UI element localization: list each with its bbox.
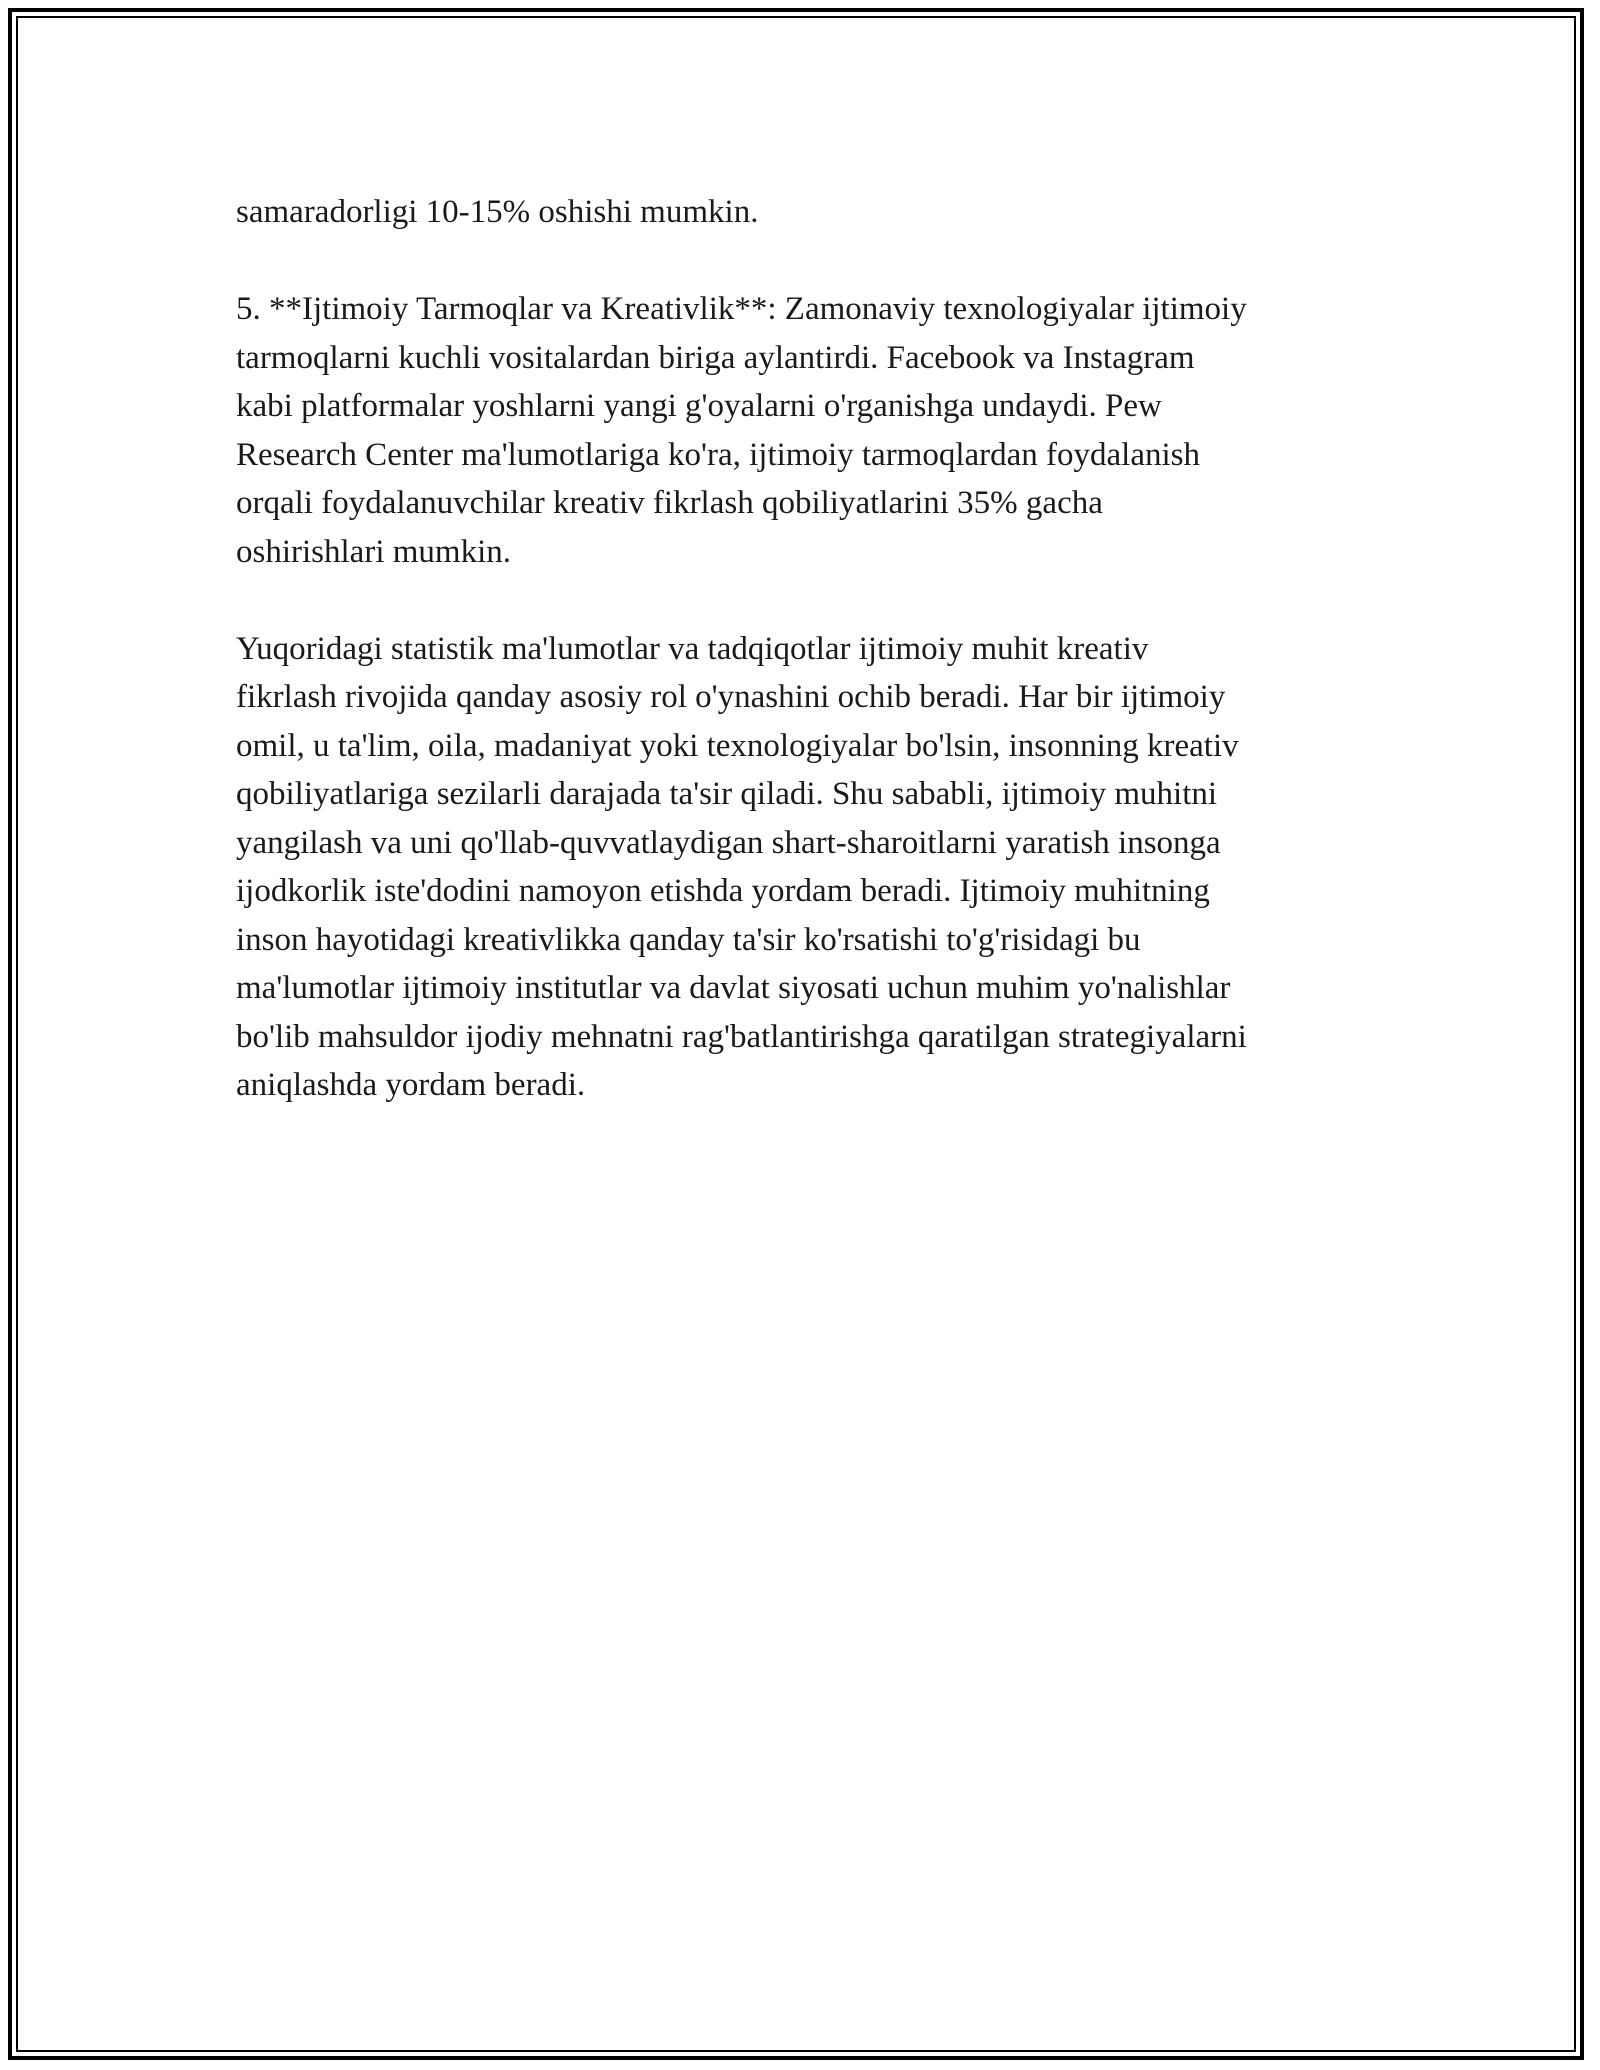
text-line: oshirishlari mumkin. [236, 533, 511, 570]
text-line: kabi platformalar yoshlarni yangi g'oyalarni o'rganishga undaydi. Pew [236, 388, 1162, 424]
text-line: Yuqoridagi statistik ma'lumotlar va tadqiqotlar ijtimoiy muhit kreativ [236, 630, 1149, 667]
text-line: 5. **Ijtimoiy Tarmoqlar va Kreativlik**: Zamonaviy texnologiyalar ijtimoiy [236, 291, 1247, 327]
paragraph-continuation [236, 188, 1366, 237]
text-line: tarmoqlarni kuchli vositalardan biriga aylantirdi. Facebook va Instagram [236, 339, 1195, 376]
text-line: omil, u ta'lim, oila, madaniyat yoki texnologiyalar bo'lsin, insonning kreativ [236, 727, 1239, 764]
text-line: bo'lib mahsuldor ijodiy mehnatni rag'batlantirishga qaratilgan strategiyalarni [236, 1018, 1247, 1055]
document-body [236, 188, 1366, 1158]
text-line: samaradorligi 10-15% oshishi mumkin. [236, 194, 759, 230]
text-line: aniqlashda yordam beradi. [236, 1067, 586, 1103]
paragraph-social-networks [236, 285, 1366, 576]
paragraph-conclusion [236, 625, 1366, 1110]
text-line: ijodkorlik iste'dodini namoyon etishda yordam beradi. Ijtimoiy muhitning [236, 873, 1210, 909]
text-line: qobiliyatlariga sezilarli darajada ta'sir qiladi. Shu sababli, ijtimoiy muhitni [236, 776, 1218, 812]
text-line: ma'lumotlar ijtimoiy institutlar va davlat siyosati uchun muhim yo'nalishlar [236, 970, 1231, 1006]
text-line: orqali foydalanuvchilar kreativ fikrlash qobiliyatlarini 35% gacha [236, 485, 1103, 521]
text-line: inson hayotidagi kreativlikka qanday ta'sir ko'rsatishi to'g'risidagi bu [236, 921, 1141, 958]
text-line: yangilash va uni qo'llab-quvvatlaydigan shart-sharoitlarni yaratish insonga [236, 824, 1221, 861]
text-line: fikrlash rivojida qanday asosiy rol o'ynashini ochib beradi. Har bir ijtimoiy [236, 679, 1226, 715]
text-line: Research Center ma'lumotlariga ko'ra, ijtimoiy tarmoqlardan foydalanish [236, 436, 1201, 473]
